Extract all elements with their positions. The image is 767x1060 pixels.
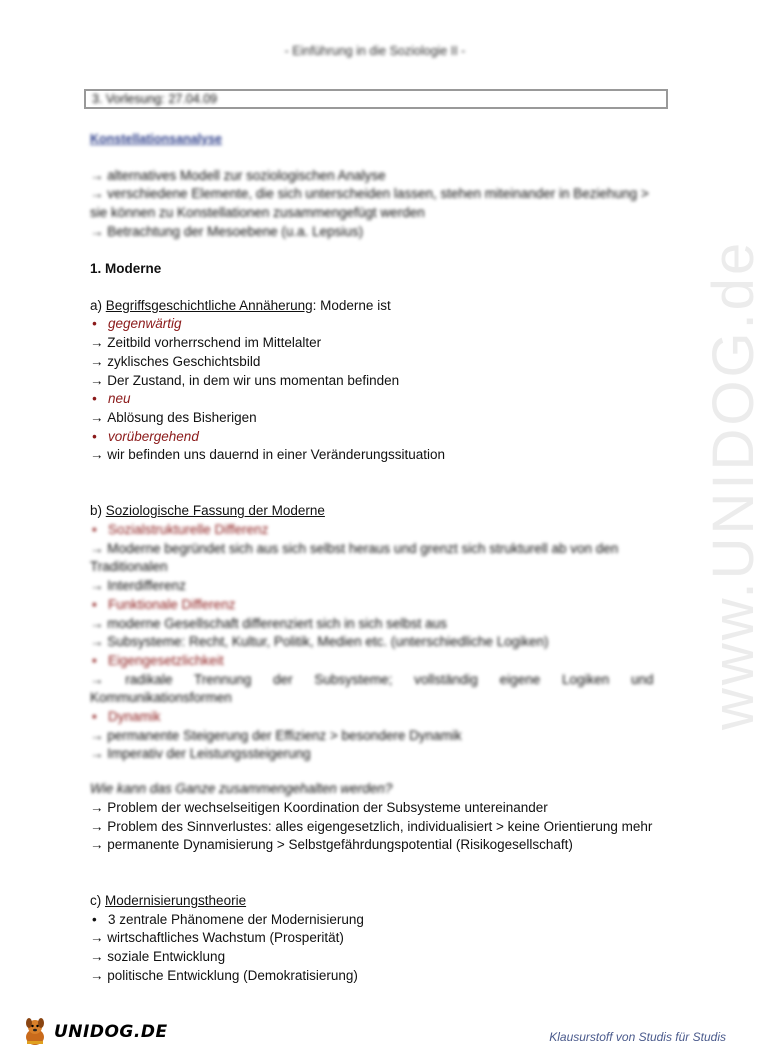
intro-title: Konstellationsanalyse: [90, 132, 222, 146]
list-item: • Dynamik: [90, 708, 662, 727]
question-heading: [90, 780, 662, 799]
watermark-text: www.UNIDOG.de: [701, 239, 766, 730]
list-item: • gegenwärtig: [90, 315, 662, 334]
intro-line: sie können zu Konstellationen zusammengefügt werden: [90, 205, 425, 221]
unidog-logo[interactable]: [22, 1015, 168, 1049]
list-item: → zyklisches Geschichtsbild: [90, 353, 662, 372]
list-item: → Problem der wechselseitigen Koordination der Subsysteme untereinander: [90, 799, 662, 818]
intro-line: → alternatives Modell zur soziologischen Analyse: [90, 167, 662, 186]
part-c-section: [90, 892, 662, 986]
list-item: • neu: [90, 390, 662, 409]
list-item: • Sozialstrukturelle Differenz: [90, 521, 662, 540]
list-item: → Imperativ der Leistungssteigerung: [90, 745, 662, 764]
list-item: → permanente Steigerung der Effizienz > besondere Dynamik: [90, 727, 662, 746]
section-moderne: [90, 260, 662, 465]
list-item: • vorübergehend: [90, 428, 662, 447]
intro-line: → verschiedene Elemente, die sich unterscheiden lassen, stehen miteinander in Beziehung >: [90, 185, 662, 204]
part-b-heading-line: [90, 502, 662, 521]
lecture-date-text: 3. Vorlesung: 27.04.09: [92, 92, 218, 106]
list-item: → Zeitbild vorherrschend im Mittelalter: [90, 334, 662, 353]
footer-slogan: Klausurstoff von Studis für Studis: [549, 1030, 726, 1044]
lecture-date-box: [84, 89, 668, 109]
list-item: → Interdifferenz: [90, 577, 662, 596]
list-item: → wirtschaftliches Wachstum (Prosperität): [90, 929, 662, 948]
part-c-heading: Modernisierungstheorie: [105, 893, 247, 908]
page-header-title: - Einführung in die Soziologie II -: [284, 44, 466, 58]
list-item: → permanente Dynamisierung > Selbstgefährdungspotential (Risikogesellschaft): [90, 836, 662, 855]
part-b-prefix: b): [90, 503, 106, 518]
part-a-heading: Begriffsgeschichtliche Annäherung: [105, 297, 313, 313]
question-text: Wie kann das Ganze zusammengehalten werden?: [90, 781, 393, 796]
part-a-prefix: a): [90, 297, 106, 313]
list-item: → Ablösung des Bisherigen: [90, 409, 662, 428]
list-item: → moderne Gesellschaft differenziert sich in sich selbst aus: [90, 615, 662, 634]
section-title: 1. Moderne: [90, 261, 162, 276]
list-item: → politische Entwicklung (Demokratisierung): [90, 967, 662, 986]
part-a-heading-line: [90, 297, 662, 316]
part-a-suffix: : Moderne ist: [312, 297, 391, 313]
dog-mascot-icon: [22, 1017, 48, 1047]
list-item: → Problem des Sinnverlustes: alles eigengesetzlich, individualisiert > keine Orientierung mehr: [90, 818, 662, 837]
question-answers: [90, 799, 662, 855]
part-b-section: [90, 521, 662, 764]
list-item: Traditionalen: [90, 559, 168, 575]
part-b-heading: Soziologische Fassung der Moderne: [105, 503, 325, 518]
part-c-prefix: c): [90, 893, 105, 908]
list-item: • Eigengesetzlichkeit: [90, 652, 662, 671]
list-item: → Der Zustand, in dem wir uns momentan befinden: [90, 372, 662, 391]
list-item: → wir befinden uns dauernd in einer Veränderungssituation: [90, 446, 662, 465]
list-item: Kommunikationsformen: [90, 690, 232, 706]
list-item: • 3 zentrale Phänomene der Modernisierung: [90, 911, 662, 930]
list-item: • Funktionale Differenz: [90, 596, 662, 615]
logo-text: UNIDOG.DE: [54, 1022, 168, 1042]
intro-section: [90, 130, 662, 242]
list-item: → Subsysteme: Recht, Kultur, Politik, Medien etc. (unterschiedliche Logiken): [90, 633, 662, 652]
intro-line: → Betrachtung der Mesoebene (u.a. Lepsius): [90, 223, 662, 242]
list-item: → radikale Trennung der Subsysteme; vollständig eigene Logiken und: [90, 671, 662, 690]
list-item: → soziale Entwicklung: [90, 948, 662, 967]
list-item: → Moderne begründet sich aus sich selbst heraus und grenzt sich strukturell ab von den: [90, 540, 662, 559]
